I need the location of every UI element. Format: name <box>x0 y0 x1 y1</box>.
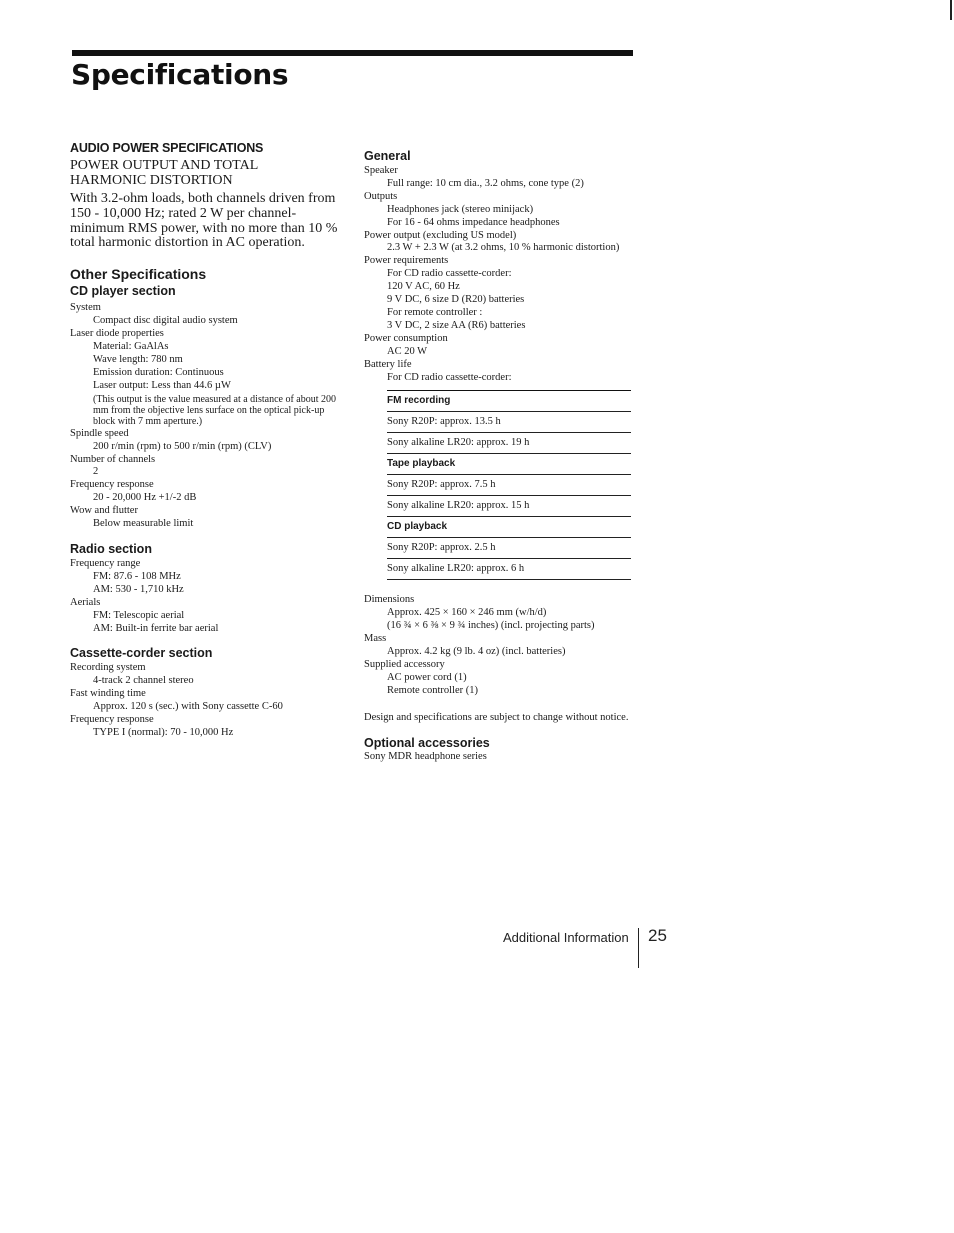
spec-label: Speaker <box>364 165 398 176</box>
table-cell: Sony R20P: approx. 13.5 h <box>387 412 631 433</box>
table-group-heading: Tape playback <box>387 454 631 475</box>
spec-value: 20 - 20,000 Hz +1/-2 dB <box>93 492 197 504</box>
table-row <box>387 559 631 580</box>
spec-value: FM: Telescopic aerial <box>93 609 185 621</box>
spec-label: Frequency response <box>70 479 154 491</box>
spec-value: For CD radio cassette-corder: <box>387 371 512 383</box>
spec-value: (16 ¾ × 6 ⅜ × 9 ¾ inches) (incl. projecting parts) <box>387 620 595 632</box>
page-number: 25 <box>648 926 667 945</box>
spec-value: Approx. 120 s (sec.) with Sony cassette C-60 <box>93 701 283 713</box>
table-group-heading: CD playback <box>387 517 631 538</box>
spec-value: Approx. 425 × 160 × 246 mm (w/h/d) <box>387 607 547 619</box>
footer-divider <box>638 928 639 968</box>
spec-value: Approx. 4.2 kg (9 lb. 4 oz) (incl. batteries) <box>387 646 566 658</box>
spec-value: AC power cord (1) <box>387 671 467 683</box>
spec-value: Compact disc digital audio system <box>93 315 238 327</box>
spec-value: 2.3 W + 2.3 W (at 3.2 ohms, 10 % harmonic distortion) <box>387 242 620 254</box>
spec-value: 200 r/min (rpm) to 500 r/min (rpm) (CLV) <box>93 440 272 452</box>
radio-section-heading: Radio section <box>70 542 152 556</box>
spec-value: For remote controller : <box>387 306 483 318</box>
spec-value: AM: 530 - 1,710 kHz <box>93 583 184 595</box>
table-cell: Sony alkaline LR20: approx. 15 h <box>387 496 631 517</box>
cd-section-heading: CD player section <box>70 284 176 299</box>
table-group-row <box>387 391 631 412</box>
spec-value: FM: 87.6 - 108 MHz <box>93 570 181 582</box>
spec-label: Mass <box>364 633 387 645</box>
footer-section-label: Additional Information <box>503 930 629 945</box>
spec-value: Below measurable limit <box>93 518 194 530</box>
spec-label: Number of channels <box>70 453 156 465</box>
spec-value: 4-track 2 channel stereo <box>93 675 194 687</box>
table-cell: Sony R20P: approx. 7.5 h <box>387 475 631 496</box>
cassette-specs <box>70 662 345 739</box>
audio-subheading-line1: POWER OUTPUT AND TOTAL <box>70 158 259 173</box>
audio-subheading <box>70 156 345 188</box>
optional-accessories <box>364 751 634 764</box>
spec-label: Aerials <box>70 596 101 608</box>
table-group-row <box>387 454 631 475</box>
table-row <box>387 538 631 559</box>
disclaimer-block <box>364 712 634 725</box>
right-column <box>364 148 634 763</box>
spec-label: Outputs <box>364 190 398 202</box>
general-specs <box>364 165 634 384</box>
spec-label: Frequency response <box>70 714 154 726</box>
spec-value: Material: GaAlAs <box>93 340 169 352</box>
table-row <box>387 475 631 496</box>
audio-body: With 3.2-ohm loads, both channels driven from 150 - 10,000 Hz; rated 2 W per channel-minimum RMS power, with no more than 10 % total harmonic distortion in AC operation. <box>70 191 338 251</box>
table-row <box>387 496 631 517</box>
spec-value: Remote controller (1) <box>387 684 478 696</box>
spec-value: Emission duration: Continuous <box>93 366 224 378</box>
spec-value: 120 V AC, 60 Hz <box>387 281 460 293</box>
audio-heading: AUDIO POWER SPECIFICATIONS <box>70 141 264 155</box>
spec-label: Dimensions <box>364 594 415 606</box>
spec-value: Sony MDR headphone series <box>364 750 487 762</box>
cassette-section-heading: Cassette-corder section <box>70 646 213 661</box>
spec-label: Recording system <box>70 662 146 674</box>
laser-note: (This output is the value measured at a distance of about 200 mm from the objective lens surface on the optical pick-up block with 7 mm aperture.) <box>93 393 336 428</box>
table-row <box>387 433 631 454</box>
audio-subheading-line2: HARMONIC DISTORTION <box>70 173 233 188</box>
general-heading: General <box>364 149 411 163</box>
spec-label: Fast winding time <box>70 688 146 700</box>
spec-value: 9 V DC, 6 size D (R20) batteries <box>387 294 525 306</box>
spec-value: 2 <box>93 466 99 478</box>
left-column <box>70 140 345 740</box>
radio-specs <box>70 558 345 635</box>
table-group-row <box>387 517 631 538</box>
cd-specs <box>70 302 345 531</box>
spec-value: Full range: 10 cm dia., 3.2 ohms, cone type (2) <box>387 177 584 189</box>
spec-label: Supplied accessory <box>364 658 445 670</box>
spec-value: For CD radio cassette-corder: <box>387 268 512 280</box>
other-specs-heading: Other Specifications <box>70 266 207 283</box>
title-rule <box>72 50 633 56</box>
spec-value: AM: Built-in ferrite bar aerial <box>93 622 219 634</box>
spec-label: Frequency range <box>70 558 141 569</box>
spec-label: Power requirements <box>364 255 449 267</box>
page-title: Specifications <box>71 58 289 91</box>
spec-label: Power output (excluding US model) <box>364 229 517 241</box>
table-cell: Sony alkaline LR20: approx. 19 h <box>387 433 631 454</box>
table-cell: Sony R20P: approx. 2.5 h <box>387 538 631 559</box>
table-group-heading: FM recording <box>387 391 631 412</box>
table-cell: Sony alkaline LR20: approx. 6 h <box>387 559 631 580</box>
spec-label: Laser diode properties <box>70 328 164 339</box>
spec-value: Headphones jack (stereo minijack) <box>387 203 534 215</box>
page-edge-mark <box>950 0 952 20</box>
spec-label: Power consumption <box>364 332 448 344</box>
spec-value: For 16 - 64 ohms impedance headphones <box>387 216 560 228</box>
spec-label: System <box>70 302 101 314</box>
spec-label: Spindle speed <box>70 427 129 439</box>
spec-value: Laser output: Less than 44.6 µW <box>93 379 231 391</box>
spec-label: Wow and flutter <box>70 505 138 517</box>
spec-value: 3 V DC, 2 size AA (R6) batteries <box>387 319 526 331</box>
disclaimer-text: Design and specifications are subject to change without notice. <box>364 711 629 723</box>
optional-accessories-heading: Optional accessories <box>364 735 490 750</box>
general-specs-continued <box>364 594 634 697</box>
spec-value: TYPE I (normal): 70 - 10,000 Hz <box>93 726 234 738</box>
battery-life-table <box>387 390 631 580</box>
spec-value: AC 20 W <box>387 345 428 357</box>
spec-value: Wave length: 780 nm <box>93 353 183 365</box>
table-row <box>387 412 631 433</box>
spec-label: Battery life <box>364 358 412 370</box>
